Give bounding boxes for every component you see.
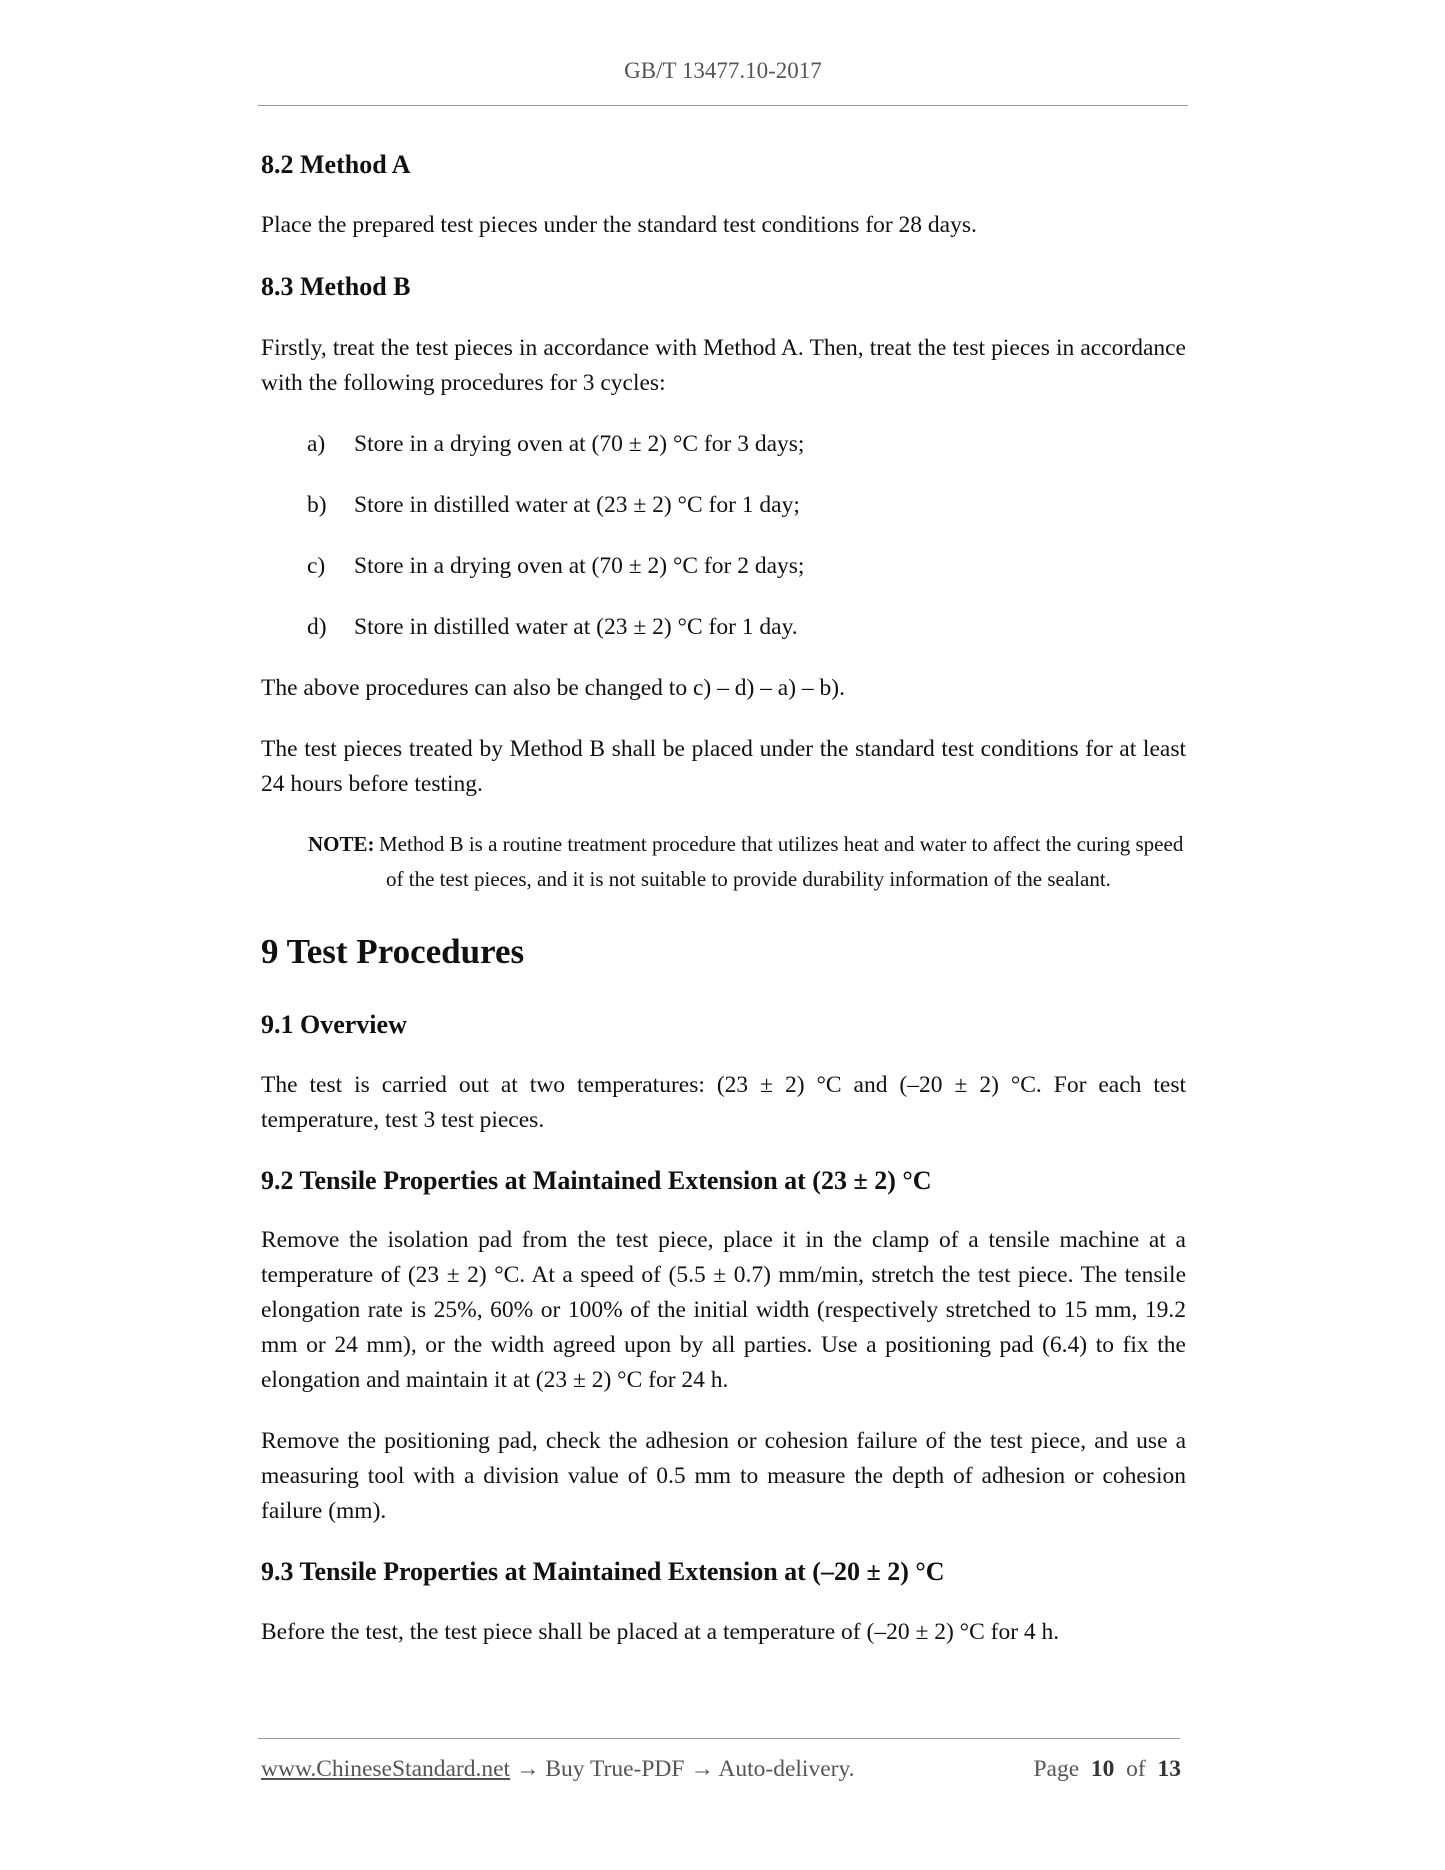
- website-link[interactable]: www.ChineseStandard.net: [261, 1756, 511, 1782]
- note-block: [308, 827, 1186, 897]
- footer-left: [261, 1756, 855, 1783]
- list-item-text: Store in a drying oven at (70 ± 2) °C for 3 days;: [354, 431, 805, 457]
- list-item-a: [261, 427, 1186, 462]
- placement-text: The test pieces treated by Method B shall be placed under the standard test conditions for at least 24 hours before testing.: [261, 736, 1186, 797]
- page-indicator: [1033, 1756, 1181, 1783]
- section-8-3-heading: 8.3 Method B: [261, 272, 411, 301]
- section-9-heading: 9 Test Procedures: [261, 932, 525, 971]
- note-label: NOTE:: [308, 832, 375, 856]
- section-9-3-text: Before the test, the test piece shall be placed at a temperature of (–20 ± 2) °C for 4 h.: [261, 1619, 1060, 1645]
- section-9-3-heading: 9.3 Tensile Properties at Maintained Extension at (–20 ± 2) °C: [261, 1557, 945, 1586]
- note-text: Method B is a routine treatment procedure that utilizes heat and water to affect the curing speed of the test pieces, and it is not suitable to provide durability information of the sealant.: [379, 832, 1184, 891]
- list-item-text: Store in distilled water at (23 ± 2) °C for 1 day;: [354, 492, 800, 518]
- section-9-2-paragraph-2: Remove the positioning pad, check the adhesion or cohesion failure of the test piece, and use a measuring tool with a division value of 0.5 mm to measure the depth of adhesion or cohesion failure (mm).: [261, 1428, 1186, 1524]
- page-number: 10: [1090, 1756, 1115, 1782]
- list-marker: c): [307, 553, 326, 579]
- footer-divider: [258, 1738, 1180, 1739]
- section-9-2-paragraph-1: Remove the isolation pad from the test piece, place it in the clamp of a tensile machine at a temperature of (23 ± 2) °C. At a speed of (5.5 ± 0.7) mm/min, stretch the test piece. The tensile elongation rate is 25%, 60% or 100% of the initial width (respectively stretched to 15 mm, 19.2 mm or 24 mm), or the width agreed upon by all parties. Use a positioning pad (6.4) to fix the elongation and maintain it at (23 ± 2) °C for 24 h.: [261, 1227, 1186, 1393]
- section-9-1-text: The test is carried out at two temperatures: (23 ± 2) °C and (–20 ± 2) °C. For each test temperature, test 3 test pieces.: [261, 1072, 1186, 1133]
- list-item-b: [261, 488, 1186, 523]
- list-marker: b): [307, 492, 327, 518]
- list-item-text: Store in distilled water at (23 ± 2) °C for 1 day.: [354, 614, 798, 640]
- page-total: 13: [1157, 1756, 1181, 1782]
- list-item-d: [261, 610, 1186, 645]
- list-item-text: Store in a drying oven at (70 ± 2) °C for 2 days;: [354, 553, 805, 579]
- procedure-change-text: The above procedures can also be changed to c) – d) – a) – b).: [261, 675, 845, 701]
- page-label: Page: [1033, 1756, 1080, 1782]
- section-8-3-intro: Firstly, treat the test pieces in accordance with Method A. Then, treat the test pieces in accordance with the following procedures for 3 cycles:: [261, 335, 1186, 396]
- list-marker: a): [307, 431, 326, 457]
- of-label: of: [1126, 1756, 1146, 1782]
- page-content: [261, 148, 1186, 1650]
- section-9-2-heading: 9.2 Tensile Properties at Maintained Extension at (23 ± 2) °C: [261, 1166, 932, 1195]
- section-9-1-heading: 9.1 Overview: [261, 1010, 407, 1039]
- header-divider: [258, 105, 1188, 106]
- footer-tagline: → Buy True-PDF → Auto-delivery.: [510, 1756, 855, 1782]
- list-item-c: [261, 549, 1186, 584]
- page-header: GB/T 13477.10-2017: [624, 58, 822, 83]
- section-8-2-text: Place the prepared test pieces under the standard test conditions for 28 days.: [261, 212, 977, 238]
- section-8-2-heading: 8.2 Method A: [261, 150, 411, 179]
- list-marker: d): [307, 614, 327, 640]
